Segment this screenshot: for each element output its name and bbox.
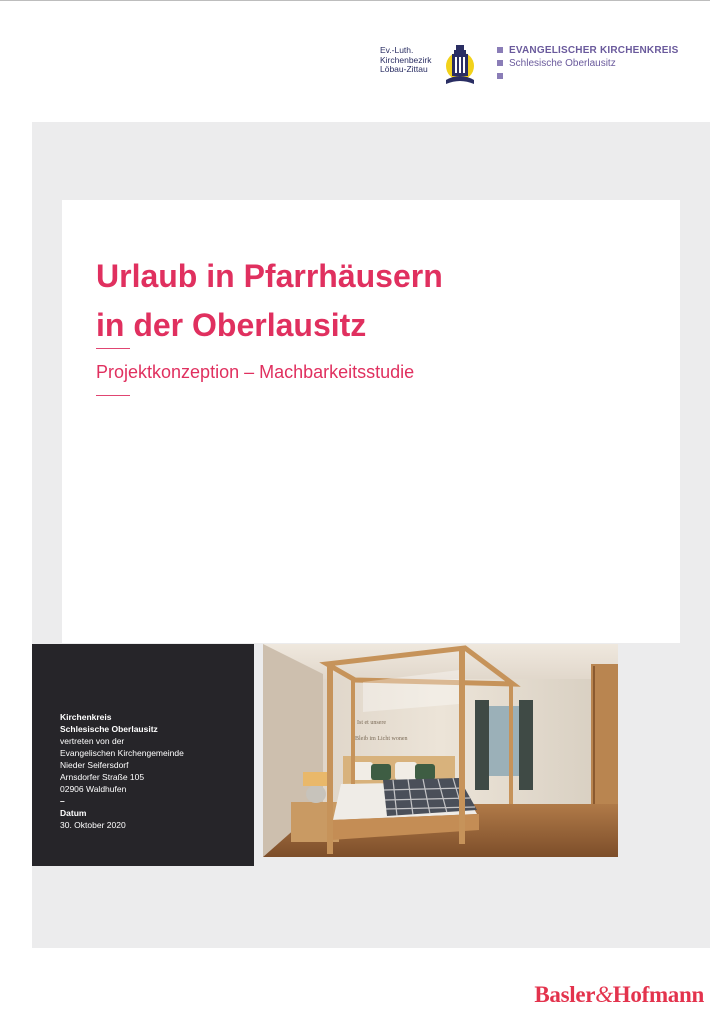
kirchenkreis-title: EVANGELISCHER KIRCHENKREIS [509,45,679,56]
church-emblem-icon [442,42,478,88]
subtitle-divider [96,395,130,396]
cover-subtitle: Projektkonzeption – Machbarkeitsstudie [96,362,415,382]
lobau-zittau-logo [380,42,490,88]
logo-square-icon [497,47,503,53]
wall-text-line-2: Bleib im Licht wonen [355,736,408,742]
brand-ampersand: & [595,982,613,1007]
kirchenkreis-subtitle: Schlesische Oberlausitz [509,58,616,69]
parish: Evangelischen Kirchengemeinde [60,748,184,758]
date-label: Datum [60,808,87,818]
cover-title-line-2: in der Oberlausitz [96,307,367,343]
org-name-line-2: Schlesische Oberlausitz [60,724,158,734]
logo-square-icon [497,60,503,66]
lobau-line-1: Ev.-Luth. [380,45,414,55]
title-divider [96,348,130,349]
bedroom-illustration [263,644,618,857]
wall-text-line-1: Ist et unsere [357,720,386,726]
street-address: Arnsdorfer Straße 105 [60,772,145,782]
kirchenkreis-logo [497,42,707,86]
postal-city: 02906 Waldhufen [60,784,127,794]
parish-name: Nieder Seifersdorf [60,760,129,770]
brand-hofmann: Hofmann [612,982,704,1007]
bedroom-photo [263,644,618,857]
logo-square-icon [497,73,503,79]
cover-title-line-1: Urlaub in Pfarrhäusern [96,258,443,294]
org-name-line-1: Kirchenkreis [60,712,112,722]
client-info-block [32,644,254,866]
basler-hofmann-logo [534,982,704,1008]
date-value: 30. Oktober 2020 [60,820,126,830]
top-edge-line [0,0,710,1]
cover-title [96,252,443,350]
lobau-line-2: Kirchenbezirk [380,54,432,65]
brand-basler: Basler [534,982,596,1007]
lobau-line-3: Löbau-Zittau [380,64,428,74]
lobau-logo-text [380,46,432,75]
client-info-text [60,711,184,831]
info-separator: – [60,796,65,806]
represented-by: vertreten von der [60,736,125,746]
